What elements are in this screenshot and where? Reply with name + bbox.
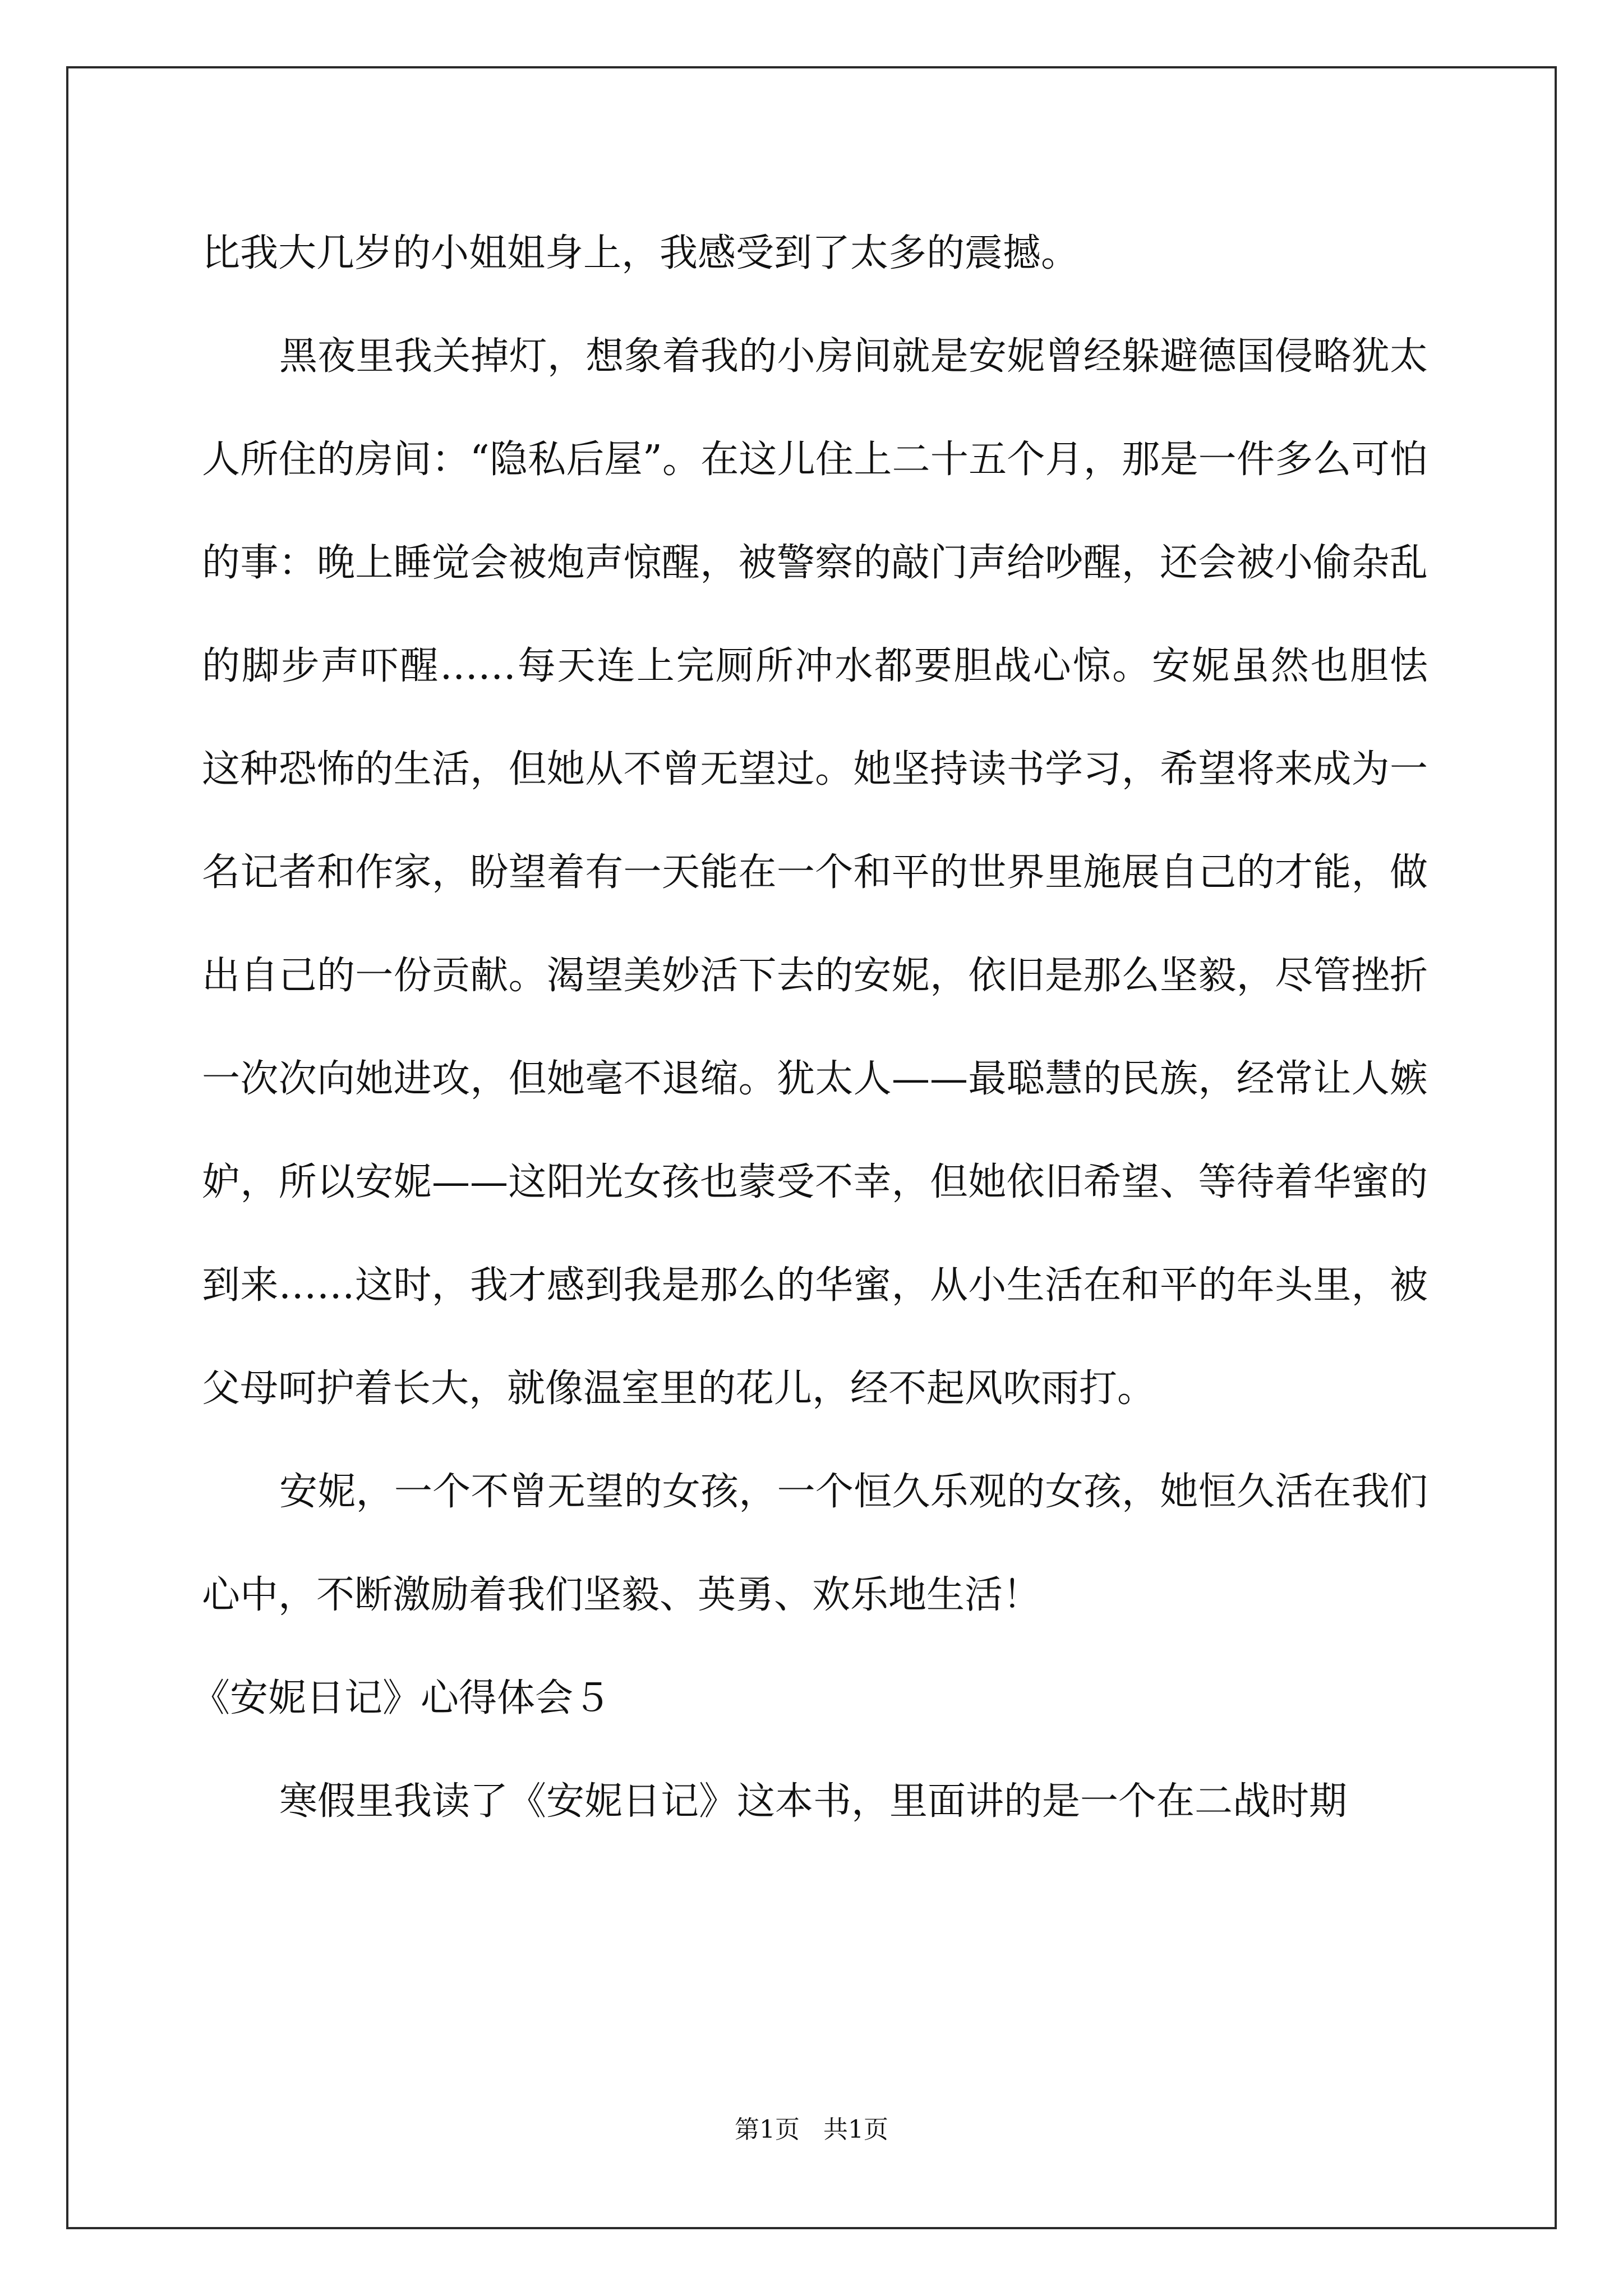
- paragraph-section-intro: 寒假里我读了《安妮日记》这本书，里面讲的是一个在二战时期: [279, 1779, 1348, 1824]
- paragraph-conclusion: 安妮，一个不曾无望的女孩，一个恒久乐观的女孩，她恒久活在我们心中，不断激励着我们坚毅、英勇、欢乐地生活！: [202, 1470, 1428, 1617]
- paragraph-attic-life: 黑夜里我关掉灯，想象着我的小房间就是安妮曾经躲避德国侵略犹太人所住的房间：“隐私后屋”。在这儿住上二十五个月，那是一件多么可怕的事：晚上睡觉会被炮声惊醒，被警察的敲门声给吵醒，还会被小偷杂乱的脚步声吓醒……每天连上完厕所冲水都要胆战心惊。安妮虽然也胆怯 这种恐怖的生活，但她从不曾无望过。她坚持读书学习，希望将来成为一名记者和作家，盼望着有一天能在一个和平的世界里施展自己的才能，做出自己的一份贡献。渴望美妙活下去的安妮，依旧是那么坚毅，尽管挫折一次次向她进攻，但她毫不退缩。犹太人——最聪慧的民族，经常让人嫉妒，所以安妮——这阳光女孩也蒙受不幸，但她依旧希望、等待着华蜜的到来……这时，我才感到我是那么的华蜜，从小生活在和平的年头里，被父母呵护着长大，就像温室里的花儿，经不起风吹雨打。: [202, 334, 1477, 1411]
- section-heading: 《安妮日记》心得体会５: [192, 1676, 612, 1720]
- document-body: [192, 202, 1477, 1853]
- paragraph-continuation: 比我大几岁的小姐姐身上，我感受到了太多的震撼。: [202, 231, 1080, 275]
- page-footer: 第1页 共1页: [735, 2115, 888, 2144]
